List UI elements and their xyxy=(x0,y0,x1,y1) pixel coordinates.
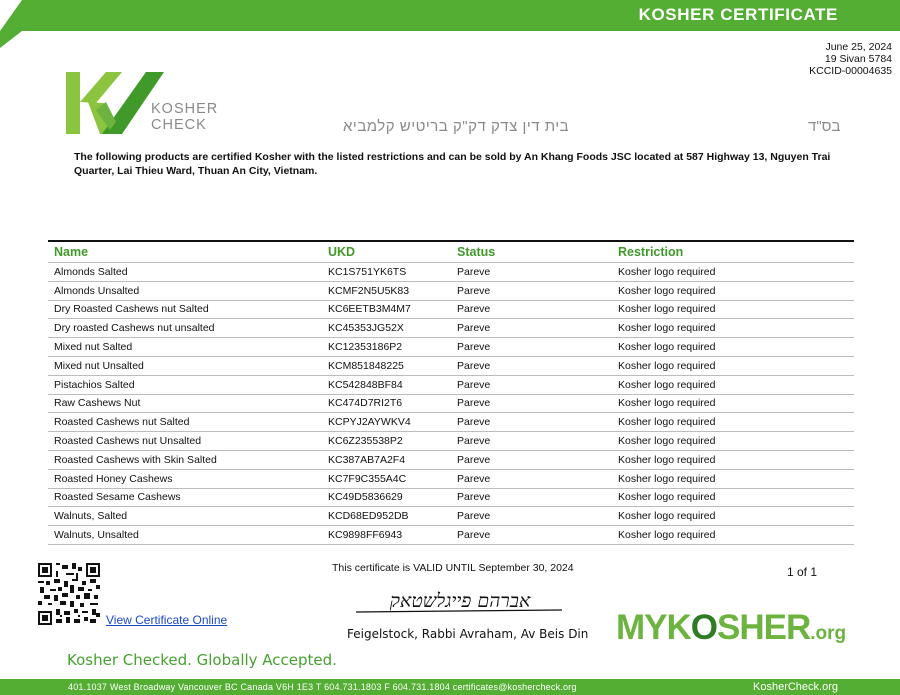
certificate-title: KOSHER CERTIFICATE xyxy=(638,5,838,24)
mykosher-sher: SHER xyxy=(717,608,811,647)
product-name: Roasted Honey Cashews xyxy=(48,469,322,488)
product-restriction: Kosher logo required xyxy=(612,319,854,338)
product-status: Pareve xyxy=(451,432,612,451)
product-ukd: KC9898FF6943 xyxy=(322,526,451,545)
table-row xyxy=(48,469,854,488)
product-name: Pistachios Salted xyxy=(48,375,322,394)
table-row xyxy=(48,488,854,507)
table-row xyxy=(48,413,854,432)
product-ukd: KC542848BF84 xyxy=(322,375,451,394)
product-ukd: KC1S751YK6TS xyxy=(322,263,451,282)
product-restriction: Kosher logo required xyxy=(612,394,854,413)
banner-corner-accent xyxy=(0,0,40,48)
product-ukd: KCMF2N5U5K83 xyxy=(322,281,451,300)
product-status: Pareve xyxy=(451,526,612,545)
mykosher-org: .org xyxy=(810,623,847,644)
product-ukd: KC49D5836629 xyxy=(322,488,451,507)
table-row xyxy=(48,394,854,413)
view-certificate-online-link[interactable]: View Certificate Online xyxy=(106,613,228,627)
table-row xyxy=(48,319,854,338)
product-name: Dry Roasted Cashews nut Salted xyxy=(48,300,322,319)
product-ukd: KC7F9C355A4C xyxy=(322,469,451,488)
logo-text-check: CHECK xyxy=(151,117,207,133)
product-status: Pareve xyxy=(451,413,612,432)
column-header-name: Name xyxy=(48,241,322,263)
column-header-restriction: Restriction xyxy=(612,241,854,263)
product-name: Roasted Cashews nut Unsalted xyxy=(48,432,322,451)
product-restriction: Kosher logo required xyxy=(612,488,854,507)
product-ukd: KC474D7RI2T6 xyxy=(322,394,451,413)
product-status: Pareve xyxy=(451,263,612,282)
table-row xyxy=(48,507,854,526)
product-name: Roasted Cashews with Skin Salted xyxy=(48,450,322,469)
product-status: Pareve xyxy=(451,469,612,488)
certificate-meta xyxy=(809,41,892,77)
product-ukd: KCD68ED952DB xyxy=(322,507,451,526)
product-name: Mixed nut Salted xyxy=(48,338,322,357)
table-row xyxy=(48,281,854,300)
table-row xyxy=(48,356,854,375)
table-row xyxy=(48,526,854,545)
table-row xyxy=(48,263,854,282)
product-status: Pareve xyxy=(451,394,612,413)
product-restriction: Kosher logo required xyxy=(612,356,854,375)
product-ukd: KCM851848225 xyxy=(322,356,451,375)
product-restriction: Kosher logo required xyxy=(612,300,854,319)
signature-handwriting: אברהם פייגלשטאק xyxy=(389,590,531,612)
product-ukd: KCPYJ2AYWKV4 xyxy=(322,413,451,432)
rabbinical-court-name: בית דין צדק דק"ק בריטיש קלמביא xyxy=(343,118,570,135)
product-restriction: Kosher logo required xyxy=(612,338,854,357)
product-restriction: Kosher logo required xyxy=(612,281,854,300)
product-status: Pareve xyxy=(451,375,612,394)
product-name: Almonds Salted xyxy=(48,263,322,282)
issue-date: June 25, 2024 xyxy=(825,41,892,53)
product-ukd: KC6EETB3M4M7 xyxy=(322,300,451,319)
product-name: Roasted Sesame Cashews xyxy=(48,488,322,507)
product-restriction: Kosher logo required xyxy=(612,432,854,451)
product-status: Pareve xyxy=(451,338,612,357)
mykosher-k: K xyxy=(666,608,691,647)
certification-statement: The following products are certified Kosher with the listed restrictions and can be sold by An Khang Foods JSC located at 587 Highway 13, Nguyen Trai Quarter, Lai Thieu Ward, Thuan An City, Vietnam. xyxy=(74,151,831,177)
product-name: Walnuts, Unsalted xyxy=(48,526,322,545)
table-row xyxy=(48,450,854,469)
mykosher-o: O xyxy=(690,608,718,647)
page-counter: 1 of 1 xyxy=(787,565,818,579)
certified-products-table xyxy=(48,240,854,545)
certificate-id: KCCID-00004635 xyxy=(809,65,892,77)
column-header-ukd: UKD xyxy=(322,241,451,263)
table-row xyxy=(48,432,854,451)
product-ukd: KC6Z235538P2 xyxy=(322,432,451,451)
product-ukd: KC387AB7A2F4 xyxy=(322,450,451,469)
logo-text-kosher: KOSHER xyxy=(151,101,219,117)
footer-address: 401.1037 West Broadway Vancouver BC Canada V6H 1E3 T 604.731.1803 F 604.731.1804 certificates@koshercheck.org xyxy=(68,682,577,692)
product-restriction: Kosher logo required xyxy=(612,375,854,394)
product-status: Pareve xyxy=(451,300,612,319)
product-name: Walnuts, Salted xyxy=(48,507,322,526)
product-restriction: Kosher logo required xyxy=(612,526,854,545)
tagline: Kosher Checked. Globally Accepted. xyxy=(67,651,337,669)
product-restriction: Kosher logo required xyxy=(612,413,854,432)
product-name: Almonds Unsalted xyxy=(48,281,322,300)
qr-code-icon[interactable] xyxy=(38,563,100,625)
mykosher-my: MY xyxy=(616,608,667,647)
product-restriction: Kosher logo required xyxy=(612,263,854,282)
product-status: Pareve xyxy=(451,507,612,526)
product-status: Pareve xyxy=(451,488,612,507)
product-ukd: KC12353186P2 xyxy=(322,338,451,357)
column-header-status: Status xyxy=(451,241,612,263)
validity-statement: This certificate is VALID UNTIL September 30, 2024 xyxy=(332,562,574,574)
signature-image xyxy=(352,585,568,623)
product-status: Pareve xyxy=(451,281,612,300)
product-name: Mixed nut Unsalted xyxy=(48,356,322,375)
table-row xyxy=(48,375,854,394)
hebrew-date: 19 Sivan 5784 xyxy=(824,53,892,65)
table-row xyxy=(48,300,854,319)
product-ukd: KC45353JG52X xyxy=(322,319,451,338)
besiyata-dishmaya: בס"ד xyxy=(808,118,841,135)
table-row xyxy=(48,338,854,357)
mykosher-logo xyxy=(616,608,846,648)
product-status: Pareve xyxy=(451,319,612,338)
product-status: Pareve xyxy=(451,356,612,375)
table-header-row xyxy=(48,241,854,263)
product-restriction: Kosher logo required xyxy=(612,469,854,488)
product-name: Roasted Cashews nut Salted xyxy=(48,413,322,432)
signatory-name: Feigelstock, Rabbi Avraham, Av Beis Din xyxy=(347,627,589,641)
product-name: Dry roasted Cashews nut unsalted xyxy=(48,319,322,338)
product-restriction: Kosher logo required xyxy=(612,450,854,469)
product-status: Pareve xyxy=(451,450,612,469)
product-name: Raw Cashews Nut xyxy=(48,394,322,413)
footer-website: KosherCheck.org xyxy=(753,681,838,693)
product-restriction: Kosher logo required xyxy=(612,507,854,526)
